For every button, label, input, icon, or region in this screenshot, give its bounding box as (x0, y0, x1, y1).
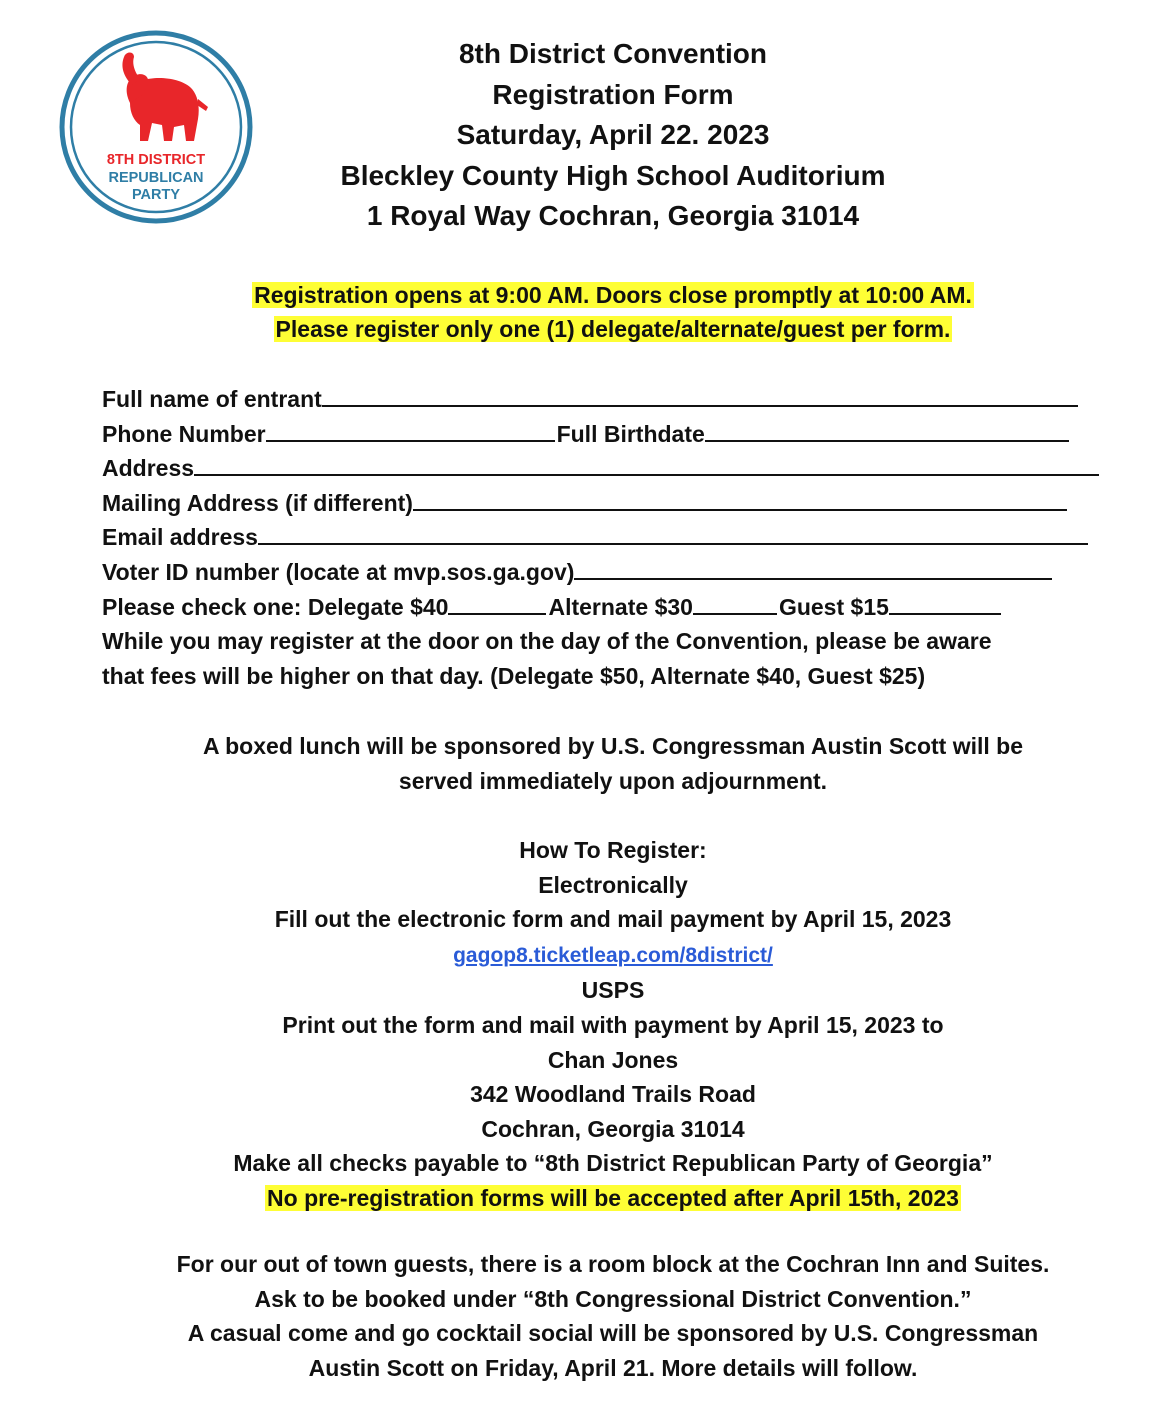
full-name-blank[interactable] (322, 383, 1078, 407)
lunch-section (0, 729, 1176, 798)
event-date: Saturday, April 22. 2023 (456, 119, 770, 150)
logo-text-line1: 8TH DISTRICT (106, 152, 206, 168)
one-per-form-note: Please register only one (1) delegate/alternate/guest per form. (275, 316, 951, 342)
field-voter-id (102, 555, 1142, 590)
registration-notice (0, 278, 1176, 346)
email-blank[interactable] (258, 521, 1088, 545)
document-header (300, 34, 926, 237)
how-to-register-heading: How To Register: (519, 837, 707, 863)
field-email (102, 520, 1142, 555)
door-fee-note-line2: that fees will be higher on that day. (Delegate $50, Alternate $40, Guest $25) (102, 662, 926, 689)
deadline-notice: No pre-registration forms will be accepted after April 15th, 2023 (267, 1184, 959, 1211)
phone-label: Phone Number (102, 420, 266, 447)
usps-instructions: Print out the form and mail with payment by April 15, 2023 to (282, 1011, 944, 1038)
registration-fields (102, 382, 1142, 693)
guest-label: Guest $15 (778, 593, 889, 620)
birthdate-label: Full Birthdate (556, 420, 705, 447)
field-phone-birthdate (102, 417, 1142, 452)
event-title: 8th District Convention (458, 38, 767, 69)
usps-heading: USPS (581, 977, 645, 1004)
electronic-instructions: Fill out the electronic form and mail payment by April 15, 2023 (274, 906, 952, 933)
cocktail-social-line2: Austin Scott on Friday, April 21. More details will follow. (308, 1354, 918, 1381)
mailing-address-label: Mailing Address (if different) (102, 489, 413, 516)
alternate-blank[interactable] (693, 591, 777, 615)
delegate-label: Please check one: Delegate $40 (102, 593, 449, 620)
field-full-name (102, 382, 1142, 417)
phone-blank[interactable] (266, 418, 555, 442)
registration-link[interactable]: gagop8.ticketleap.com/8district/ (453, 943, 773, 967)
mail-street: 342 Woodland Trails Road (470, 1081, 756, 1108)
mailing-address-blank[interactable] (413, 487, 1067, 511)
address-label: Address (102, 455, 195, 482)
full-name-label: Full name of entrant (102, 386, 322, 412)
room-block-line: For our out of town guests, there is a room block at the Cochran Inn and Suites. (176, 1251, 1050, 1277)
event-venue: Bleckley County High School Auditorium (340, 159, 886, 191)
voter-id-blank[interactable] (574, 556, 1052, 580)
booking-line: Ask to be booked under “8th Congressional District Convention.” (254, 1285, 972, 1312)
delegate-blank[interactable] (448, 591, 546, 615)
checks-payable: Make all checks payable to “8th District Republican Party of Georgia” (233, 1150, 993, 1177)
mail-city: Cochran, Georgia 31014 (481, 1115, 745, 1142)
field-mailing-address (102, 486, 1142, 521)
cocktail-social-line1: A casual come and go cocktail social will be sponsored by U.S. Congressman (187, 1320, 1039, 1347)
registration-hours: Registration opens at 9:00 AM. Doors close promptly at 10:00 AM. (254, 282, 972, 308)
field-registration-type (102, 590, 1142, 625)
door-fee-note-line1: While you may register at the door on the day of the Convention, please be aware (102, 628, 992, 655)
address-blank[interactable] (194, 452, 1099, 476)
mail-recipient: Chan Jones (547, 1046, 679, 1073)
email-label: Email address (102, 524, 258, 551)
guests-section (0, 1247, 1176, 1385)
party-logo (58, 29, 254, 225)
guest-blank[interactable] (889, 591, 1001, 615)
electronic-heading: Electronically (538, 871, 688, 898)
lunch-line2: served immediately upon adjournment. (398, 767, 828, 794)
form-title: Registration Form (492, 78, 734, 110)
voter-id-label: Voter ID number (locate at mvp.sos.ga.gov) (102, 558, 575, 585)
lunch-line1: A boxed lunch will be sponsored by U.S. Congressman Austin Scott will be (202, 733, 1023, 759)
logo-text-line3: PARTY (131, 187, 181, 203)
how-to-register-section (0, 833, 1176, 1216)
alternate-label: Alternate $30 (548, 593, 693, 620)
field-address (102, 451, 1142, 486)
logo-text-line2: REPUBLICAN (108, 170, 204, 186)
event-address: 1 Royal Way Cochran, Georgia 31014 (366, 200, 860, 231)
birthdate-blank[interactable] (705, 418, 1069, 442)
